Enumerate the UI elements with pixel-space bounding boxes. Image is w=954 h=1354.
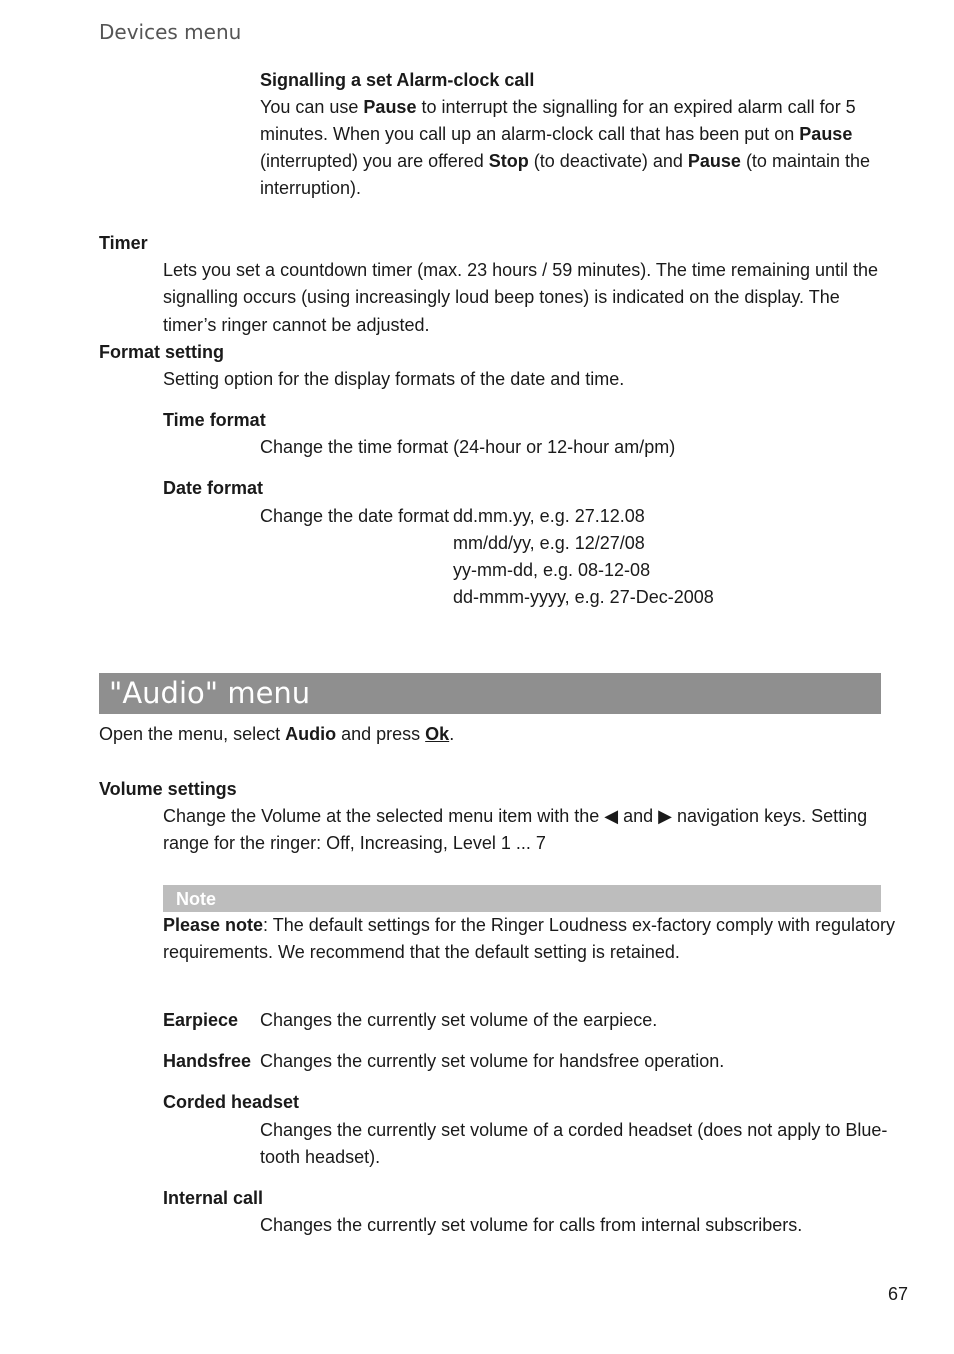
pause-term: Pause [363, 97, 417, 117]
stop-term: Stop [488, 151, 529, 171]
format-desc: Setting option for the display formats of the date and time. [163, 369, 625, 389]
timer-line-3: timer’s ringer cannot be adjusted. [163, 315, 430, 335]
note-bar: Note [163, 885, 881, 912]
left-arrow-icon: ◀ [604, 806, 619, 826]
audio-intro [99, 721, 454, 748]
note-line-1 [163, 912, 895, 939]
date-format-label: Change the date format [260, 506, 450, 526]
earpiece-heading: Earpiece [163, 1010, 239, 1030]
audio-term: Audio [285, 724, 337, 744]
text: You can use [260, 97, 364, 117]
volume-heading: Volume settings [99, 779, 237, 799]
chapter-header: Devices menu [99, 20, 242, 44]
date-option: mm/dd/yy, e.g. 12/27/08 [453, 533, 645, 553]
text: navigation keys. Setting [672, 806, 868, 826]
text: and press [336, 724, 426, 744]
note-line-2: requirements. We recommend that the default setting is retained. [163, 942, 680, 962]
ok-key: Ok [425, 724, 450, 744]
time-format-desc: Change the time format (24-hour or 12-hour am/pm) [260, 437, 676, 457]
volume-line-2: range for the ringer: Off, Increasing, Level 1 ... 7 [163, 833, 546, 853]
please-note-term: Please note [163, 915, 264, 935]
text: . [449, 724, 455, 744]
date-option: dd-mmm-yyyy, e.g. 27-Dec-2008 [453, 587, 714, 607]
text: (to deactivate) and [528, 151, 688, 171]
text: and [618, 806, 659, 826]
date-format-heading: Date format [163, 478, 264, 498]
text: Open the menu, select [99, 724, 286, 744]
time-format-heading: Time format [163, 410, 266, 430]
timer-line-2: signalling occurs (using increasingly loud beep tones) is indicated on the display. The [163, 287, 840, 307]
alarm-line-3 [260, 148, 870, 175]
text: (to maintain the [740, 151, 871, 171]
corded-line-1: Changes the currently set volume of a corded headset (does not apply to Blue- [260, 1120, 888, 1140]
pause-term: Pause [687, 151, 741, 171]
timer-heading: Timer [99, 233, 148, 253]
timer-line-1: Lets you set a countdown timer (max. 23 hours / 59 minutes). The time remaining until the [163, 260, 879, 280]
alarm-line-4: interruption). [260, 178, 362, 198]
format-heading: Format setting [99, 342, 225, 362]
handsfree-heading: Handsfree [163, 1051, 252, 1071]
right-arrow-icon: ▶ [658, 806, 672, 826]
internal-desc: Changes the currently set volume for calls from internal subscribers. [260, 1215, 803, 1235]
page-number: 67 [888, 1284, 909, 1304]
text: minutes. When you call up an alarm-clock call that has been put on [260, 124, 800, 144]
alarm-heading: Signalling a set Alarm-clock call [260, 70, 535, 90]
date-option: yy-mm-dd, e.g. 08-12-08 [453, 560, 651, 580]
date-option: dd.mm.yy, e.g. 27.12.08 [453, 506, 645, 526]
internal-heading: Internal call [163, 1188, 264, 1208]
earpiece-desc: Changes the currently set volume of the earpiece. [260, 1010, 658, 1030]
text: (interrupted) you are offered [260, 151, 489, 171]
pause-term: Pause [799, 124, 853, 144]
handsfree-desc: Changes the currently set volume for handsfree operation. [260, 1051, 725, 1071]
audio-menu-title: "Audio" menu [99, 673, 881, 714]
corded-heading: Corded headset [163, 1092, 300, 1112]
text: to interrupt the signalling for an expired alarm call for 5 [416, 97, 856, 117]
alarm-line-2 [260, 121, 852, 148]
text: : The default settings for the Ringer Loudness ex-factory comply with regulatory [263, 915, 896, 935]
volume-line-1 [163, 803, 867, 830]
alarm-line-1 [260, 94, 856, 121]
corded-line-2: tooth headset). [260, 1147, 381, 1167]
text: Change the Volume at the selected menu item with the [163, 806, 605, 826]
